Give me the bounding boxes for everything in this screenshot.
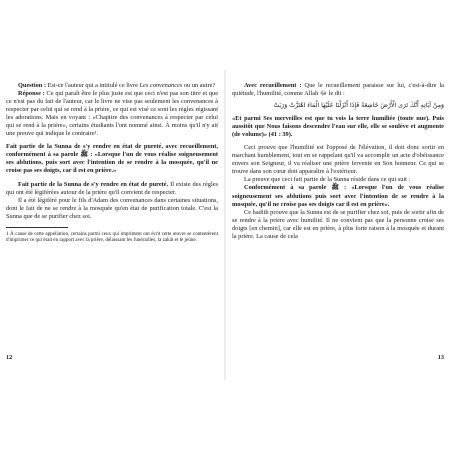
recueillement-paragraph: Avec recueillement : Que le recueillement paraisse sur lui, c'est-à-dire la quiétude, l'humilité, comme Allah ﷻ le dit : <box>232 82 444 98</box>
arabic-verse: وَمِنْ آيَاتِهِ أَنَّكَ تَرَى الْأَرْضَ خَاشِعَةً فَإِذَا أَنْزَلْنَا عَلَيْهَا الْمَاءَ اهْتَزَّتْ وَرَبَتْ <box>273 102 444 110</box>
right-page <box>232 82 444 372</box>
page-number-left: 12 <box>6 354 13 361</box>
question-label: Question : <box>18 82 47 89</box>
footnote-separator <box>6 227 68 228</box>
answer-paragraph: Réponse : Ce qui paraît être le plus juste est que ceci n'est pas son titre et que ce n'est pas du fait de l'auteur, car le livre ne vise pas seulement les convenances à respecter par celui qui se rend à la prière, ce qui est visé ce sont les règles régissant les adorations. Mais en voyant : «Chapitre des convenances à respecter par celui qui se rend à la prière», certains étudiants l'ont nommé ainsi. À moins qu'il n'y ait une preuve qui indique le contraire¹. <box>6 90 219 138</box>
answer-label: Réponse : <box>18 90 45 98</box>
hadith-paragraph: Conformément à sa parole ﷺ : «Lorsque l'un de vous réalise soigneusement ses ablutions puis sort avec l'intention de se rendre à la mosquée, qu'il ne croise pas ses doigts car il est en prière». <box>232 184 444 208</box>
footnote: 1 À cause de cette appellation, certains parmi ceux qui impriment ont écrit cette œuvre se contentèrent d'imprimer ce qui était en rapport avec la prière, délaissant les funérailles, la zakât et le jeûne. <box>6 230 218 243</box>
section-paragraph-2: Fait partie de la Sunna de s'y rendre en état de pureté. Il existe des règles qui ont été légiférées autour de la prière qu'il convient de respecter. <box>6 180 218 196</box>
section-paragraph-3: Il a été légiféré pour le fils d'Adam des convenances dans certaines situations, dont le fait de ne se rendre à la mosquée qu'en état de purification totale. C'est la Sunna que de se purifier chez soi. <box>6 196 218 220</box>
book-title-reference: Les convenances <box>139 82 183 89</box>
verse-translation: «Et parmi Ses merveilles est que tu vois la terre humiliée (toute nue). Puis aussitôt que Nous faisons descendre l'eau sur elle, elle se soulève et augmente (de volume)» (41 : 39). <box>232 115 444 139</box>
question-paragraph: Question : Est-ce l'auteur qui a intitulé ce livre Les convenances ou un autre? <box>18 82 216 89</box>
hadith-explanation-paragraph: Ce hadith prouve que la Sunna est de se purifier chez soi, puis de sortir afin de se rendre à la prière avec humilité. Il ne convient pas que la personne croise ses doigts [en chemin], car elle est en prière, à plus forte raison à la mosquée et durant la prière. La cause de cela <box>232 208 444 240</box>
section-heading-1: Fait partie de la Sunna de s'y rendre en état de pureté, avec recueillement, conformément à sa parole ﷺ : «Lorsque l'un de vous réalise soigneusement ses ablutions, puis sort avec l'intention de se rendre à la mosquée, qu'il ne croise pas ses doigts, car il est en prière.» <box>6 143 218 175</box>
proof-paragraph: La preuve que ceci fait partie de la Sunna réside dans ce qui suit : <box>244 176 411 184</box>
humility-paragraph: Ceci prouve que l'humilité est l'opposé de l'élévation, il doit donc sortir en marchant humblement, tout en se rappelant qu'il va accomplir un acte d'obéissance envers son Seigneur, il va réaliser une prière fervente en Son honneur. Ce qui se trouve dans son cœur doit apparaître à l'extérieur. <box>232 144 444 176</box>
left-page <box>6 82 218 372</box>
page-number-right: 13 <box>437 354 444 361</box>
book-gutter <box>224 70 226 380</box>
